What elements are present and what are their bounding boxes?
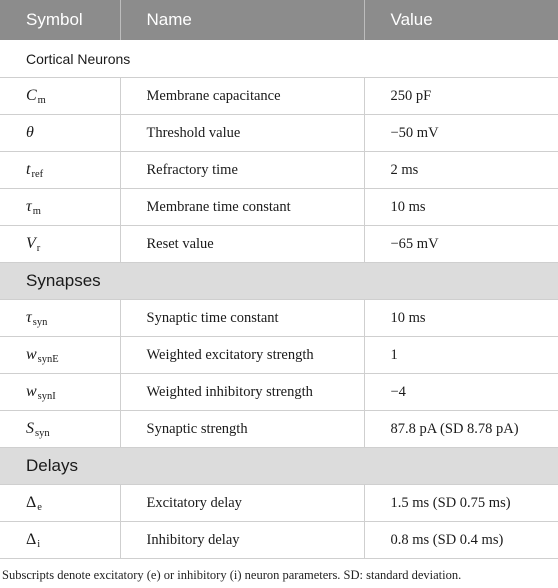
table-row — [0, 152, 558, 189]
symbol-subscript: syn — [35, 428, 50, 439]
section-title: Cortical Neurons — [0, 40, 558, 78]
parameter-name: Refractory time — [120, 152, 364, 189]
parameter-symbol — [26, 383, 56, 400]
parameter-name: Synaptic time constant — [120, 300, 364, 337]
symbol-base: w — [26, 346, 37, 363]
table-row — [0, 337, 558, 374]
parameter-symbol — [26, 161, 43, 178]
symbol-cell — [0, 115, 120, 152]
symbol-cell — [0, 522, 120, 559]
parameter-symbol — [26, 346, 59, 363]
table-row — [0, 115, 558, 152]
symbol-base: t — [26, 161, 31, 178]
parameter-value: −4 — [364, 374, 558, 411]
table-row — [0, 522, 558, 559]
symbol-subscript: syn — [32, 317, 48, 328]
symbol-subscript: ref — [31, 169, 44, 180]
symbol-base: V — [26, 235, 36, 252]
parameter-name: Synaptic strength — [120, 411, 364, 448]
parameter-name: Inhibitory delay — [120, 522, 364, 559]
parameter-symbol — [26, 198, 41, 215]
table-row — [0, 300, 558, 337]
parameter-symbol — [26, 87, 46, 104]
column-header-symbol: Symbol — [0, 0, 120, 40]
table-header — [0, 0, 558, 40]
parameter-symbol — [26, 494, 42, 511]
parameter-name: Membrane capacitance — [120, 78, 364, 115]
section-title: Synapses — [0, 263, 558, 300]
column-header-value: Value — [364, 0, 558, 40]
section-title: Delays — [0, 448, 558, 485]
parameter-name: Membrane time constant — [120, 189, 364, 226]
symbol-subscript: synE — [37, 354, 59, 365]
symbol-base: θ — [26, 124, 34, 141]
section-header-row — [0, 40, 558, 78]
symbol-base: Δ — [26, 494, 37, 511]
parameter-value: 10 ms — [364, 189, 558, 226]
symbol-cell — [0, 337, 120, 374]
section-header-row — [0, 263, 558, 300]
parameter-value: 1 — [364, 337, 558, 374]
symbol-cell — [0, 152, 120, 189]
symbol-base: w — [26, 383, 37, 400]
table-row — [0, 485, 558, 522]
table-row — [0, 189, 558, 226]
parameter-value: 87.8 pA (SD 8.78 pA) — [364, 411, 558, 448]
symbol-base: S — [26, 420, 34, 437]
parameter-name: Threshold value — [120, 115, 364, 152]
parameter-symbol — [26, 531, 40, 548]
parameter-value: 1.5 ms (SD 0.75 ms) — [364, 485, 558, 522]
symbol-cell — [0, 78, 120, 115]
table-row — [0, 374, 558, 411]
symbol-subscript: e — [37, 502, 42, 513]
symbol-cell — [0, 226, 120, 263]
symbol-subscript: i — [37, 539, 41, 550]
table-row — [0, 226, 558, 263]
section-header-row — [0, 448, 558, 485]
symbol-cell — [0, 189, 120, 226]
parameter-name: Excitatory delay — [120, 485, 364, 522]
symbol-base: Δ — [26, 531, 37, 548]
parameter-name: Weighted inhibitory strength — [120, 374, 364, 411]
table-body — [0, 40, 558, 559]
symbol-cell — [0, 485, 120, 522]
symbol-base: τ — [26, 309, 32, 326]
parameter-value: −50 mV — [364, 115, 558, 152]
symbol-base: C — [26, 87, 37, 104]
symbol-cell — [0, 411, 120, 448]
symbol-subscript: m — [32, 206, 41, 217]
parameter-symbol — [26, 420, 50, 437]
parameter-name: Weighted excitatory strength — [120, 337, 364, 374]
parameter-symbol — [26, 309, 47, 326]
parameter-value: −65 mV — [364, 226, 558, 263]
table-row — [0, 411, 558, 448]
parameter-symbol — [26, 235, 40, 252]
symbol-subscript: synI — [37, 391, 56, 402]
parameter-symbol — [26, 124, 34, 141]
column-header-name: Name — [120, 0, 364, 40]
symbol-base: τ — [26, 198, 32, 215]
symbol-subscript: r — [36, 243, 41, 254]
symbol-subscript: m — [37, 95, 46, 106]
symbol-cell — [0, 300, 120, 337]
symbol-cell — [0, 374, 120, 411]
parameter-value: 0.8 ms (SD 0.4 ms) — [364, 522, 558, 559]
parameter-value: 2 ms — [364, 152, 558, 189]
parameter-value: 250 pF — [364, 78, 558, 115]
table-footnote: Subscripts denote excitatory (e) or inhibitory (i) neuron parameters. SD: standard deviation. — [2, 568, 462, 582]
parameter-name: Reset value — [120, 226, 364, 263]
parameter-value: 10 ms — [364, 300, 558, 337]
table-row — [0, 78, 558, 115]
